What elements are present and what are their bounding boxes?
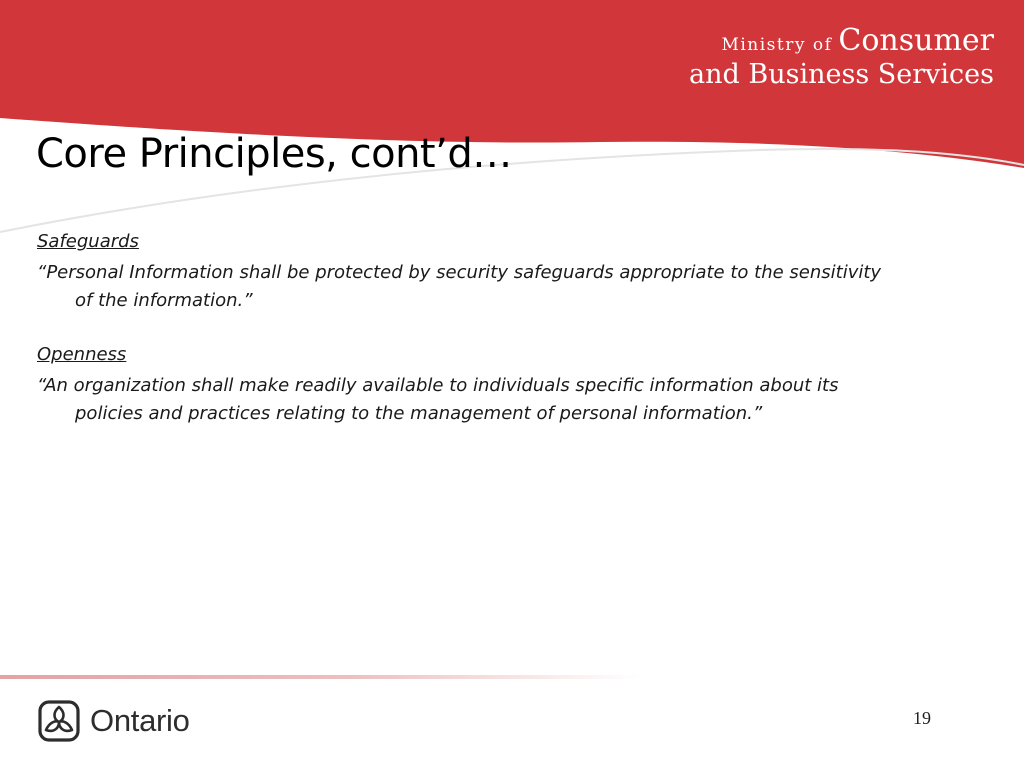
- ontario-logo: [38, 699, 190, 743]
- section-safeguards: [37, 228, 897, 315]
- slide-content: [37, 228, 897, 454]
- section-quote: “Personal Information shall be protected by security safeguards appropriate to the sensitivity of the information.”: [37, 262, 882, 311]
- footer-divider: [0, 675, 640, 679]
- ministry-wordmark: [689, 23, 994, 90]
- ministry-prefix: Ministry of: [721, 35, 833, 55]
- page-number: 19: [913, 708, 931, 728]
- section-openness: [37, 341, 897, 428]
- section-heading: Openness: [37, 344, 127, 365]
- ministry-name-line2: and Business Services: [689, 59, 994, 90]
- section-quote: “An organization shall make readily available to individuals specific information about its policies and practices relating to the management of personal information.”: [37, 375, 839, 424]
- ontario-wordmark: Ontario: [90, 703, 190, 738]
- ministry-name-line1: Consumer: [838, 23, 994, 58]
- section-heading: Safeguards: [37, 231, 139, 252]
- slide-title: Core Principles, cont’d…: [36, 131, 512, 177]
- trillium-icon: [38, 700, 80, 742]
